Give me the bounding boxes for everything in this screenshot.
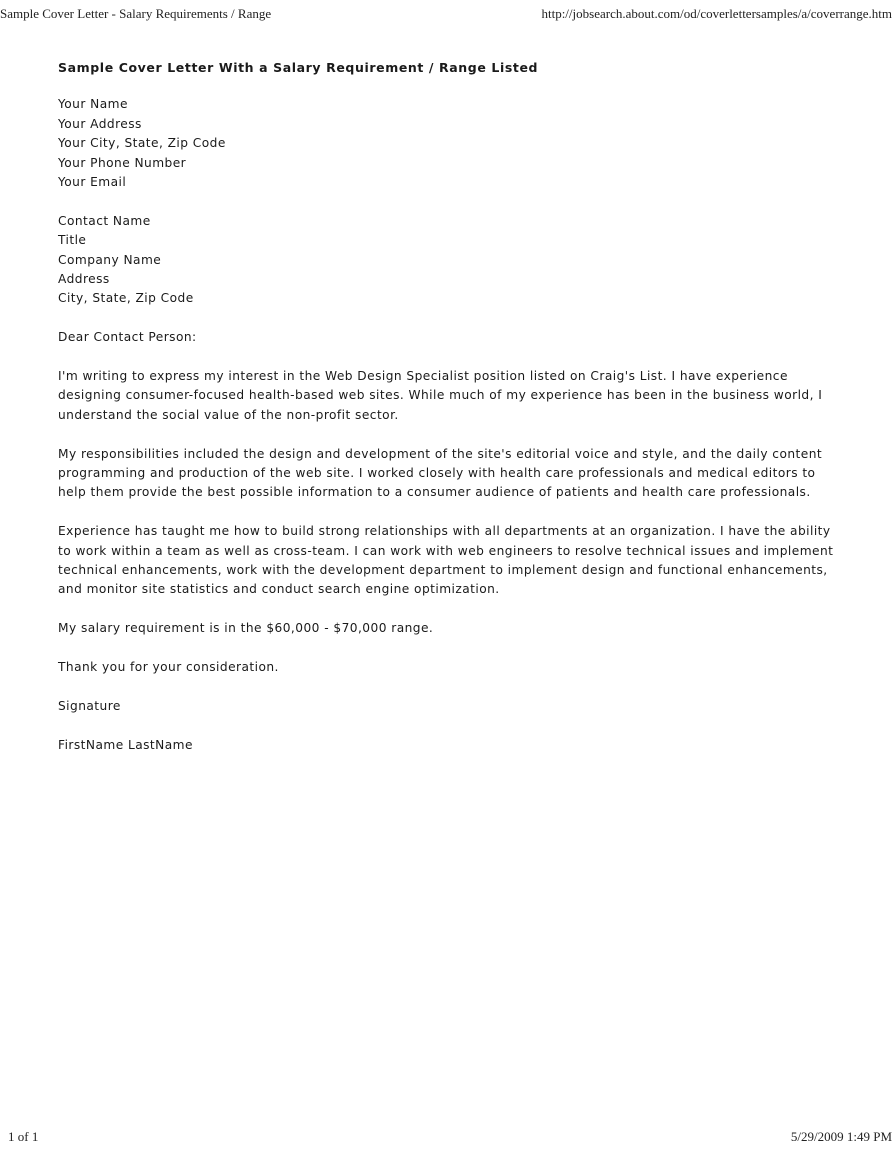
- paragraph-line: My salary requirement is in the $60,000 - $70,000 range.: [58, 621, 434, 636]
- paragraph-line: I'm writing to express my interest in the Web Design Specialist position listed on Craig's List. I have experience: [58, 369, 788, 384]
- recipient-company: Company Name: [58, 252, 162, 267]
- paragraph-interest: [58, 367, 848, 425]
- paragraph-line: programming and production of the web site. I worked closely with health care professionals and medical editors to: [58, 466, 816, 481]
- print-header-url: http://jobsearch.about.com/od/coverlettersamples/a/coverrange.htm: [541, 6, 892, 21]
- sender-email: Your Email: [58, 175, 127, 190]
- paragraph-thanks: [58, 658, 848, 677]
- sender-address: Your Address: [58, 116, 142, 131]
- recipient-title: Title: [58, 233, 87, 248]
- paragraph-line: technical enhancements, work with the development department to implement design and functional enhancements,: [58, 563, 828, 578]
- sender-city-state-zip: Your City, State, Zip Code: [58, 136, 226, 151]
- paragraph-line: to work within a team as well as cross-team. I can work with web engineers to resolve technical issues and implement: [58, 543, 834, 558]
- print-datetime: 5/29/2009 1:49 PM: [790, 1129, 892, 1144]
- page-number: 1 of 1: [8, 1129, 39, 1144]
- print-header: [0, 6, 892, 24]
- closing-signature: Signature: [58, 698, 121, 713]
- letter-title: Sample Cover Letter With a Salary Requirement / Range Listed: [58, 60, 539, 75]
- recipient-address: Address: [58, 272, 110, 287]
- sender-name: Your Name: [58, 97, 128, 112]
- print-header-title: Sample Cover Letter - Salary Requirements / Range: [0, 6, 272, 21]
- paragraph-line: and monitor site statistics and conduct search engine optimization.: [58, 582, 500, 597]
- paragraph-salary-requirement: [58, 619, 848, 638]
- paragraph-experience: [58, 522, 848, 600]
- paragraph-line: help them provide the best possible information to a consumer audience of patients and health care professionals.: [58, 485, 811, 500]
- paragraph-line: Thank you for your consideration.: [58, 660, 279, 675]
- sender-address-block: [58, 95, 848, 192]
- salutation: Dear Contact Person:: [58, 330, 197, 345]
- recipient-address-block: [58, 212, 848, 309]
- sender-phone: Your Phone Number: [58, 155, 187, 170]
- cover-letter: [58, 58, 848, 774]
- paragraph-line: My responsibilities included the design and development of the site's editorial voice and style, and the daily content: [58, 446, 823, 461]
- print-footer: [0, 1129, 892, 1147]
- paragraph-responsibilities: [58, 445, 848, 503]
- recipient-contact-name: Contact Name: [58, 213, 151, 228]
- paragraph-line: Experience has taught me how to build strong relationships with all departments at an organization. I have the ability: [58, 524, 831, 539]
- paragraph-line: understand the social value of the non-profit sector.: [58, 407, 399, 422]
- signature-name: FirstName LastName: [58, 737, 193, 752]
- paragraph-line: designing consumer-focused health-based web sites. While much of my experience has been in the business world, I: [58, 388, 823, 403]
- recipient-city-state-zip: City, State, Zip Code: [58, 291, 194, 306]
